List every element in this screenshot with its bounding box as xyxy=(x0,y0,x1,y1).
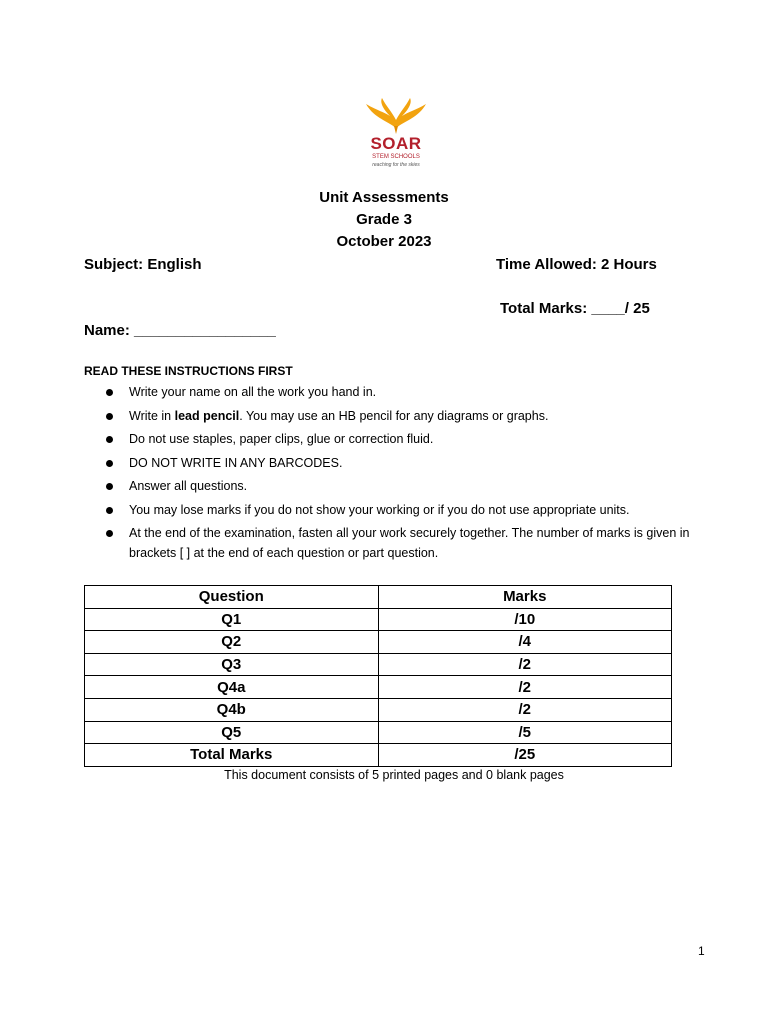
instruction-text: You may lose marks if you do not show your working or if you do not use appropriate units. xyxy=(129,502,630,517)
list-item xyxy=(84,429,714,449)
list-item xyxy=(84,476,714,496)
marks-cell: /25 xyxy=(378,744,672,767)
marks-table xyxy=(84,585,672,767)
total-marks-label: Total Marks: ____/ 25 xyxy=(500,300,650,317)
marks-cell: /10 xyxy=(378,608,672,631)
instructions-heading: READ THESE INSTRUCTIONS FIRST xyxy=(84,364,293,378)
list-item xyxy=(84,453,714,473)
question-cell: Q4b xyxy=(85,698,379,721)
instruction-text: . You may use an HB pencil for any diagrams or graphs. xyxy=(239,408,549,423)
marks-cell: /5 xyxy=(378,721,672,744)
question-cell: Q5 xyxy=(85,721,379,744)
table-row xyxy=(85,744,672,767)
question-cell: Q2 xyxy=(85,631,379,654)
bullet-icon xyxy=(106,460,113,467)
eagle-icon xyxy=(364,98,428,138)
column-header-marks: Marks xyxy=(378,586,672,609)
list-item xyxy=(84,382,714,402)
table-row xyxy=(85,676,672,699)
marks-cell: /2 xyxy=(378,676,672,699)
school-logo xyxy=(360,98,432,176)
instruction-text: Write your name on all the work you hand in. xyxy=(129,385,377,399)
instruction-text: Write in xyxy=(129,408,175,423)
document-page-count-note: This document consists of 5 printed pages and 0 blank pages xyxy=(224,768,564,782)
logo-subtitle: STEM SCHOOLS xyxy=(372,154,420,160)
table-row xyxy=(85,653,672,676)
marks-cell: /4 xyxy=(378,631,672,654)
table-row xyxy=(85,631,672,654)
subject-label: Subject: English xyxy=(84,256,202,273)
bullet-icon xyxy=(106,389,113,396)
bullet-icon xyxy=(106,483,113,490)
instruction-text: Answer all questions. xyxy=(129,479,248,493)
bullet-icon xyxy=(106,507,113,514)
list-item xyxy=(84,523,714,563)
marks-cell: /2 xyxy=(378,698,672,721)
time-allowed-label: Time Allowed: 2 Hours xyxy=(496,256,657,273)
table-row xyxy=(85,608,672,631)
assessment-title: Unit Assessments xyxy=(319,189,449,206)
logo-tagline: reaching for the skies xyxy=(372,162,420,168)
page-number: 1 xyxy=(698,944,705,958)
table-row xyxy=(85,698,672,721)
question-cell: Q4a xyxy=(85,676,379,699)
question-cell: Q1 xyxy=(85,608,379,631)
list-item xyxy=(84,406,714,426)
instruction-text: DO NOT WRITE IN ANY BARCODES. xyxy=(129,455,343,470)
instruction-text: At the end of the examination, fasten all your work securely together. The number of marks is given in brackets [ ] at the end of each question or part question. xyxy=(129,526,690,560)
column-header-question: Question xyxy=(85,586,379,609)
table-row xyxy=(85,721,672,744)
bullet-icon xyxy=(106,413,113,420)
marks-cell: /2 xyxy=(378,653,672,676)
list-item xyxy=(84,500,714,520)
table-header-row xyxy=(85,586,672,609)
name-field-label: Name: _________________ xyxy=(84,322,276,339)
logo-wordmark: SOAR xyxy=(370,134,422,153)
bullet-icon xyxy=(106,530,113,537)
question-cell: Q3 xyxy=(85,653,379,676)
instruction-text: Do not use staples, paper clips, glue or correction fluid. xyxy=(129,432,434,446)
bullet-icon xyxy=(106,436,113,443)
instructions-list xyxy=(84,382,714,567)
instruction-emphasis: lead pencil xyxy=(174,408,240,423)
question-cell: Total Marks xyxy=(85,744,379,767)
grade-label: Grade 3 xyxy=(356,211,412,228)
date-label: October 2023 xyxy=(336,233,432,250)
